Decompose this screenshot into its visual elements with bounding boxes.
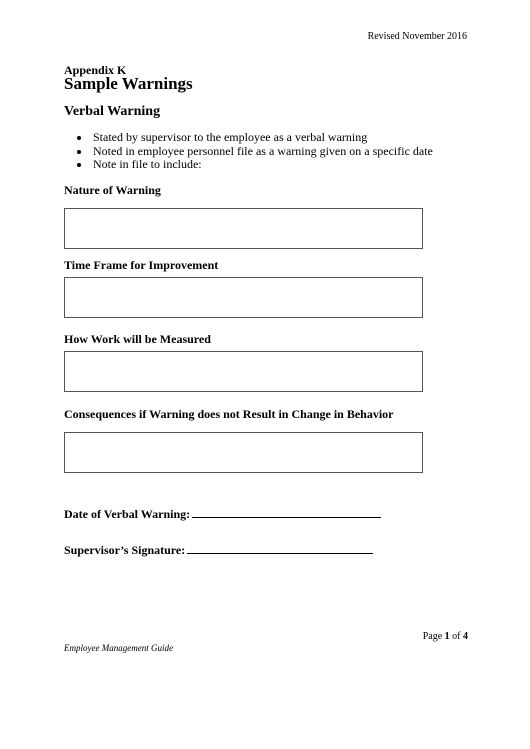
list-item: Stated by supervisor to the employee as a verbal warning <box>64 131 433 145</box>
consequences-label: Consequences if Warning does not Result in Change in Behavior <box>64 407 394 421</box>
nature-of-warning-label: Nature of Warning <box>64 183 161 197</box>
supervisor-signature-line[interactable] <box>187 543 373 554</box>
work-measured-field[interactable] <box>64 351 423 392</box>
supervisor-signature-row: Supervisor’s Signature: <box>64 543 373 558</box>
page-number: Page 1 of 4 <box>422 631 468 642</box>
revised-date: Revised November 2016 <box>367 31 467 42</box>
bullet-icon <box>77 163 81 167</box>
list-item: Noted in employee personnel file as a warning given on a specific date <box>64 145 433 159</box>
work-measured-label: How Work will be Measured <box>64 332 211 346</box>
section-heading: Verbal Warning <box>64 104 161 119</box>
time-frame-field[interactable] <box>64 277 423 318</box>
list-item: Note in file to include: <box>64 158 433 172</box>
supervisor-signature-label: Supervisor’s Signature <box>64 543 182 557</box>
page-title: Sample Warnings <box>64 74 193 93</box>
bullet-icon <box>77 150 81 154</box>
bullet-icon <box>77 136 81 140</box>
nature-of-warning-field[interactable] <box>64 208 423 249</box>
footer-guide-title: Employee Management Guide <box>64 643 173 653</box>
instruction-list <box>64 131 433 172</box>
time-frame-label: Time Frame for Improvement <box>64 258 219 272</box>
consequences-field[interactable] <box>64 432 423 473</box>
date-of-warning-line[interactable] <box>192 507 381 518</box>
date-of-warning-row: Date of Verbal Warning: <box>64 507 381 522</box>
appendix-label: Appendix K <box>64 63 127 77</box>
date-of-warning-label: Date of Verbal Warning <box>64 507 187 521</box>
